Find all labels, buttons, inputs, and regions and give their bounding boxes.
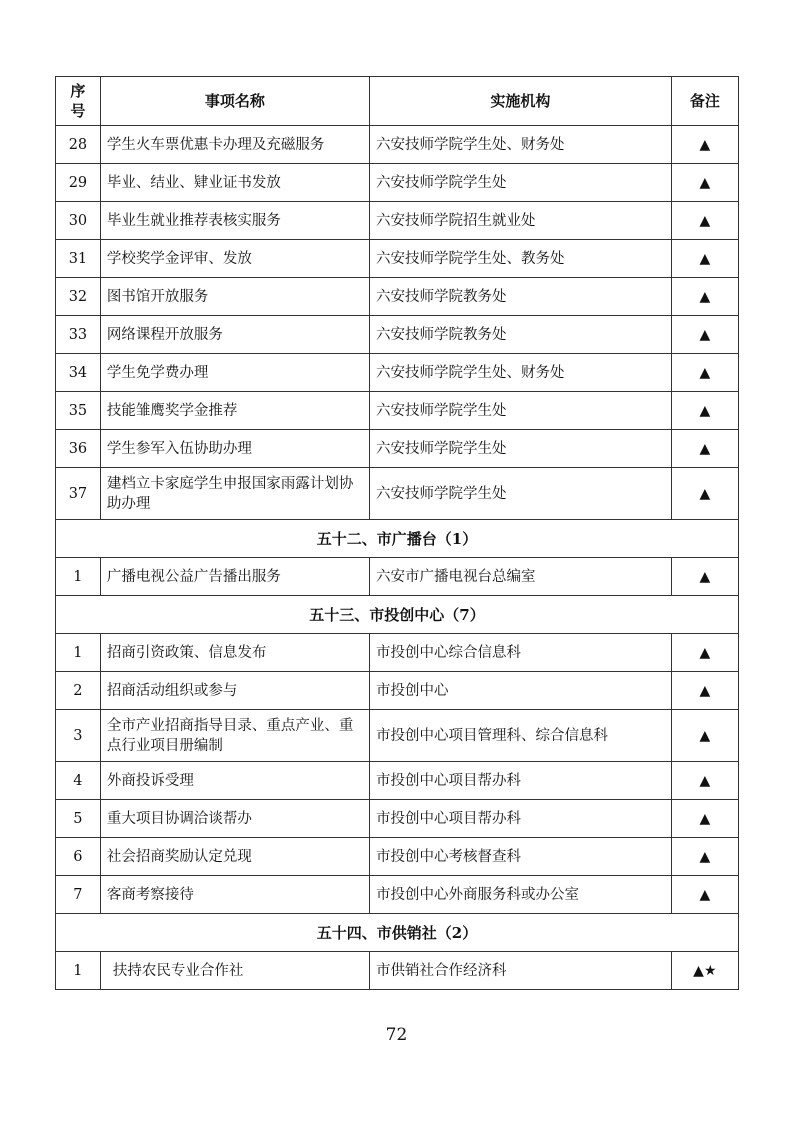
row-number: 31 (56, 240, 101, 278)
note-mark: ▲★ (671, 952, 738, 990)
item-name: 扶持农民专业合作社 (100, 952, 369, 990)
page-number: 72 (385, 1025, 408, 1045)
implementing-org: 六安技师学院学生处 (369, 164, 671, 202)
note-mark: ▲ (671, 126, 738, 164)
note-mark: ▲ (671, 164, 738, 202)
note-mark: ▲ (671, 838, 738, 876)
implementing-org: 市供销社合作经济科 (369, 952, 671, 990)
item-name: 全市产业招商指导目录、重点产业、重点行业项目册编制 (100, 710, 369, 762)
implementing-org: 六安技师学院招生就业处 (369, 202, 671, 240)
implementing-org: 市投创中心项目帮办科 (369, 800, 671, 838)
table-row (56, 672, 739, 710)
item-name: 技能雏鹰奖学金推荐 (100, 392, 369, 430)
row-number: 5 (56, 800, 101, 838)
header-item: 事项名称 (100, 77, 369, 126)
implementing-org: 市投创中心项目帮办科 (369, 762, 671, 800)
table-row (56, 838, 739, 876)
section-heading-row (56, 914, 739, 952)
note-mark: ▲ (671, 876, 738, 914)
service-items-table (55, 76, 739, 990)
implementing-org: 市投创中心外商服务科或办公室 (369, 876, 671, 914)
table-row (56, 762, 739, 800)
table-row (56, 800, 739, 838)
row-number: 1 (56, 952, 101, 990)
note-mark: ▲ (671, 634, 738, 672)
note-mark: ▲ (671, 762, 738, 800)
table-row (56, 202, 739, 240)
item-name: 建档立卡家庭学生申报国家雨露计划协助办理 (100, 468, 369, 520)
note-mark: ▲ (671, 800, 738, 838)
row-number: 35 (56, 392, 101, 430)
section-heading-row (56, 596, 739, 634)
item-name: 社会招商奖励认定兑现 (100, 838, 369, 876)
item-name: 广播电视公益广告播出服务 (100, 558, 369, 596)
table-row (56, 710, 739, 762)
note-mark: ▲ (671, 710, 738, 762)
section-title: 五十二、市广播台（1） (56, 520, 739, 558)
item-name: 学生火车票优惠卡办理及充磁服务 (100, 126, 369, 164)
item-name: 招商活动组织或参与 (100, 672, 369, 710)
header-org: 实施机构 (369, 77, 671, 126)
row-number: 36 (56, 430, 101, 468)
implementing-org: 六安市广播电视台总编室 (369, 558, 671, 596)
item-name: 客商考察接待 (100, 876, 369, 914)
row-number: 34 (56, 354, 101, 392)
note-mark: ▲ (671, 672, 738, 710)
note-mark: ▲ (671, 558, 738, 596)
section-title: 五十三、市投创中心（7） (56, 596, 739, 634)
implementing-org: 市投创中心项目管理科、综合信息科 (369, 710, 671, 762)
row-number: 32 (56, 278, 101, 316)
row-number: 1 (56, 634, 101, 672)
implementing-org: 六安技师学院学生处 (369, 430, 671, 468)
table-row (56, 126, 739, 164)
implementing-org: 六安技师学院学生处、财务处 (369, 126, 671, 164)
row-number: 6 (56, 838, 101, 876)
note-mark: ▲ (671, 202, 738, 240)
item-name: 毕业生就业推荐表核实服务 (100, 202, 369, 240)
table-row (56, 952, 739, 990)
item-name: 毕业、结业、肄业证书发放 (100, 164, 369, 202)
note-mark: ▲ (671, 278, 738, 316)
item-name: 网络课程开放服务 (100, 316, 369, 354)
note-mark: ▲ (671, 392, 738, 430)
table-row (56, 354, 739, 392)
item-name: 外商投诉受理 (100, 762, 369, 800)
implementing-org: 六安技师学院学生处 (369, 392, 671, 430)
implementing-org: 市投创中心考核督查科 (369, 838, 671, 876)
item-name: 重大项目协调洽谈帮办 (100, 800, 369, 838)
table-row (56, 392, 739, 430)
row-number: 3 (56, 710, 101, 762)
row-number: 33 (56, 316, 101, 354)
section-heading-row (56, 520, 739, 558)
table-row (56, 876, 739, 914)
row-number: 4 (56, 762, 101, 800)
item-name: 图书馆开放服务 (100, 278, 369, 316)
note-mark: ▲ (671, 430, 738, 468)
row-number: 37 (56, 468, 101, 520)
note-mark: ▲ (671, 468, 738, 520)
table-header-row (56, 77, 739, 126)
implementing-org: 六安技师学院学生处 (369, 468, 671, 520)
header-note: 备注 (671, 77, 738, 126)
note-mark: ▲ (671, 240, 738, 278)
table-row (56, 468, 739, 520)
implementing-org: 六安技师学院教务处 (369, 316, 671, 354)
table-row (56, 634, 739, 672)
row-number: 7 (56, 876, 101, 914)
table-row (56, 558, 739, 596)
row-number: 1 (56, 558, 101, 596)
item-name: 学生免学费办理 (100, 354, 369, 392)
item-name: 学生参军入伍协助办理 (100, 430, 369, 468)
implementing-org: 六安技师学院学生处、财务处 (369, 354, 671, 392)
table-row (56, 278, 739, 316)
row-number: 29 (56, 164, 101, 202)
row-number: 28 (56, 126, 101, 164)
note-mark: ▲ (671, 354, 738, 392)
item-name: 学校奖学金评审、发放 (100, 240, 369, 278)
table-row (56, 316, 739, 354)
implementing-org: 市投创中心 (369, 672, 671, 710)
header-seq: 序号 (56, 77, 101, 126)
table-row (56, 164, 739, 202)
note-mark: ▲ (671, 316, 738, 354)
table-row (56, 240, 739, 278)
table-row (56, 430, 739, 468)
item-name: 招商引资政策、信息发布 (100, 634, 369, 672)
row-number: 30 (56, 202, 101, 240)
implementing-org: 六安技师学院学生处、教务处 (369, 240, 671, 278)
implementing-org: 市投创中心综合信息科 (369, 634, 671, 672)
implementing-org: 六安技师学院教务处 (369, 278, 671, 316)
row-number: 2 (56, 672, 101, 710)
section-title: 五十四、市供销社（2） (56, 914, 739, 952)
